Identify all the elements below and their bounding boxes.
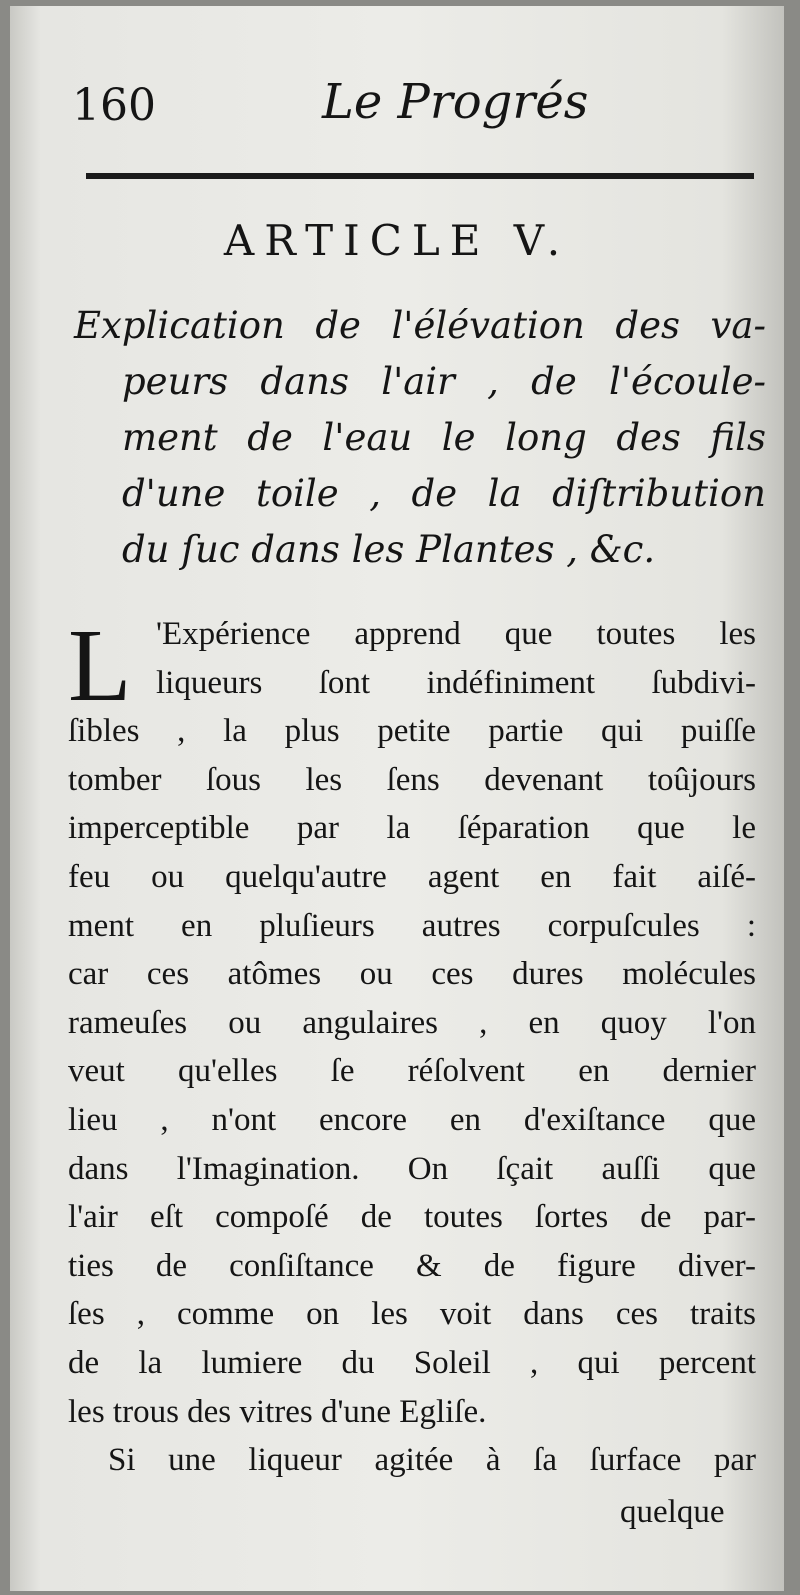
subtitle-line: peurs dans l'air , de l'écoule- bbox=[122, 360, 766, 403]
text-line: car ces atômes ou ces dures molécules bbox=[68, 956, 756, 993]
text-line: dans l'Imagination. On ſçait auſſi que bbox=[68, 1150, 756, 1187]
text-line: Si une liqueur agitée à ſa ſurface par bbox=[108, 1442, 756, 1479]
text-line: liqueurs ſont indéfiniment ſubdivi- bbox=[156, 664, 756, 701]
article-subtitle bbox=[74, 298, 766, 578]
text-line: ties de conſiſtance & de figure diver- bbox=[68, 1247, 756, 1284]
header-rule bbox=[86, 173, 754, 179]
catchword: quelque bbox=[620, 1494, 725, 1530]
text-line: rameuſes ou angulaires , en quoy l'on bbox=[68, 1004, 756, 1041]
text-line: imperceptible par la ſéparation que le bbox=[68, 810, 756, 847]
text-line: ment en pluſieurs autres corpuſcules : bbox=[68, 907, 756, 944]
text-line: l'air eſt compoſé de toutes ſortes de par- bbox=[68, 1199, 756, 1236]
body-text bbox=[68, 610, 756, 1485]
book-page bbox=[10, 6, 784, 1591]
text-line: tomber ſous les ſens devenant toûjours bbox=[68, 761, 756, 798]
article-heading: ARTICLE V. bbox=[223, 216, 571, 265]
text-line: ſibles , la plus petite partie qui puiſſe bbox=[68, 713, 756, 750]
text-line: ſes , comme on les voit dans ces traits bbox=[68, 1296, 756, 1333]
subtitle-line: du ſuc dans les Plantes , &c. bbox=[122, 528, 656, 571]
subtitle-line: d'une toile , de la diſtribution bbox=[122, 472, 766, 515]
running-header bbox=[10, 74, 784, 134]
text-line: de la lumiere du Soleil , qui percent bbox=[68, 1344, 756, 1381]
text-line: veut qu'elles ſe réſolvent en dernier bbox=[68, 1053, 756, 1090]
page-number: 160 bbox=[72, 80, 156, 131]
text-line: les trous des vitres d'une Egliſe. bbox=[68, 1393, 487, 1430]
text-line: feu ou quelqu'autre agent en fait aiſé- bbox=[68, 858, 756, 895]
subtitle-line: Explication de l'élévation des va- bbox=[74, 304, 766, 347]
subtitle-line: ment de l'eau le long des fils bbox=[122, 416, 766, 459]
running-title: Le Progrés bbox=[322, 74, 589, 130]
text-line: lieu , n'ont encore en d'exiſtance que bbox=[68, 1101, 756, 1138]
text-line: 'Expérience apprend que toutes les bbox=[156, 616, 756, 652]
drop-cap: L bbox=[68, 608, 132, 723]
